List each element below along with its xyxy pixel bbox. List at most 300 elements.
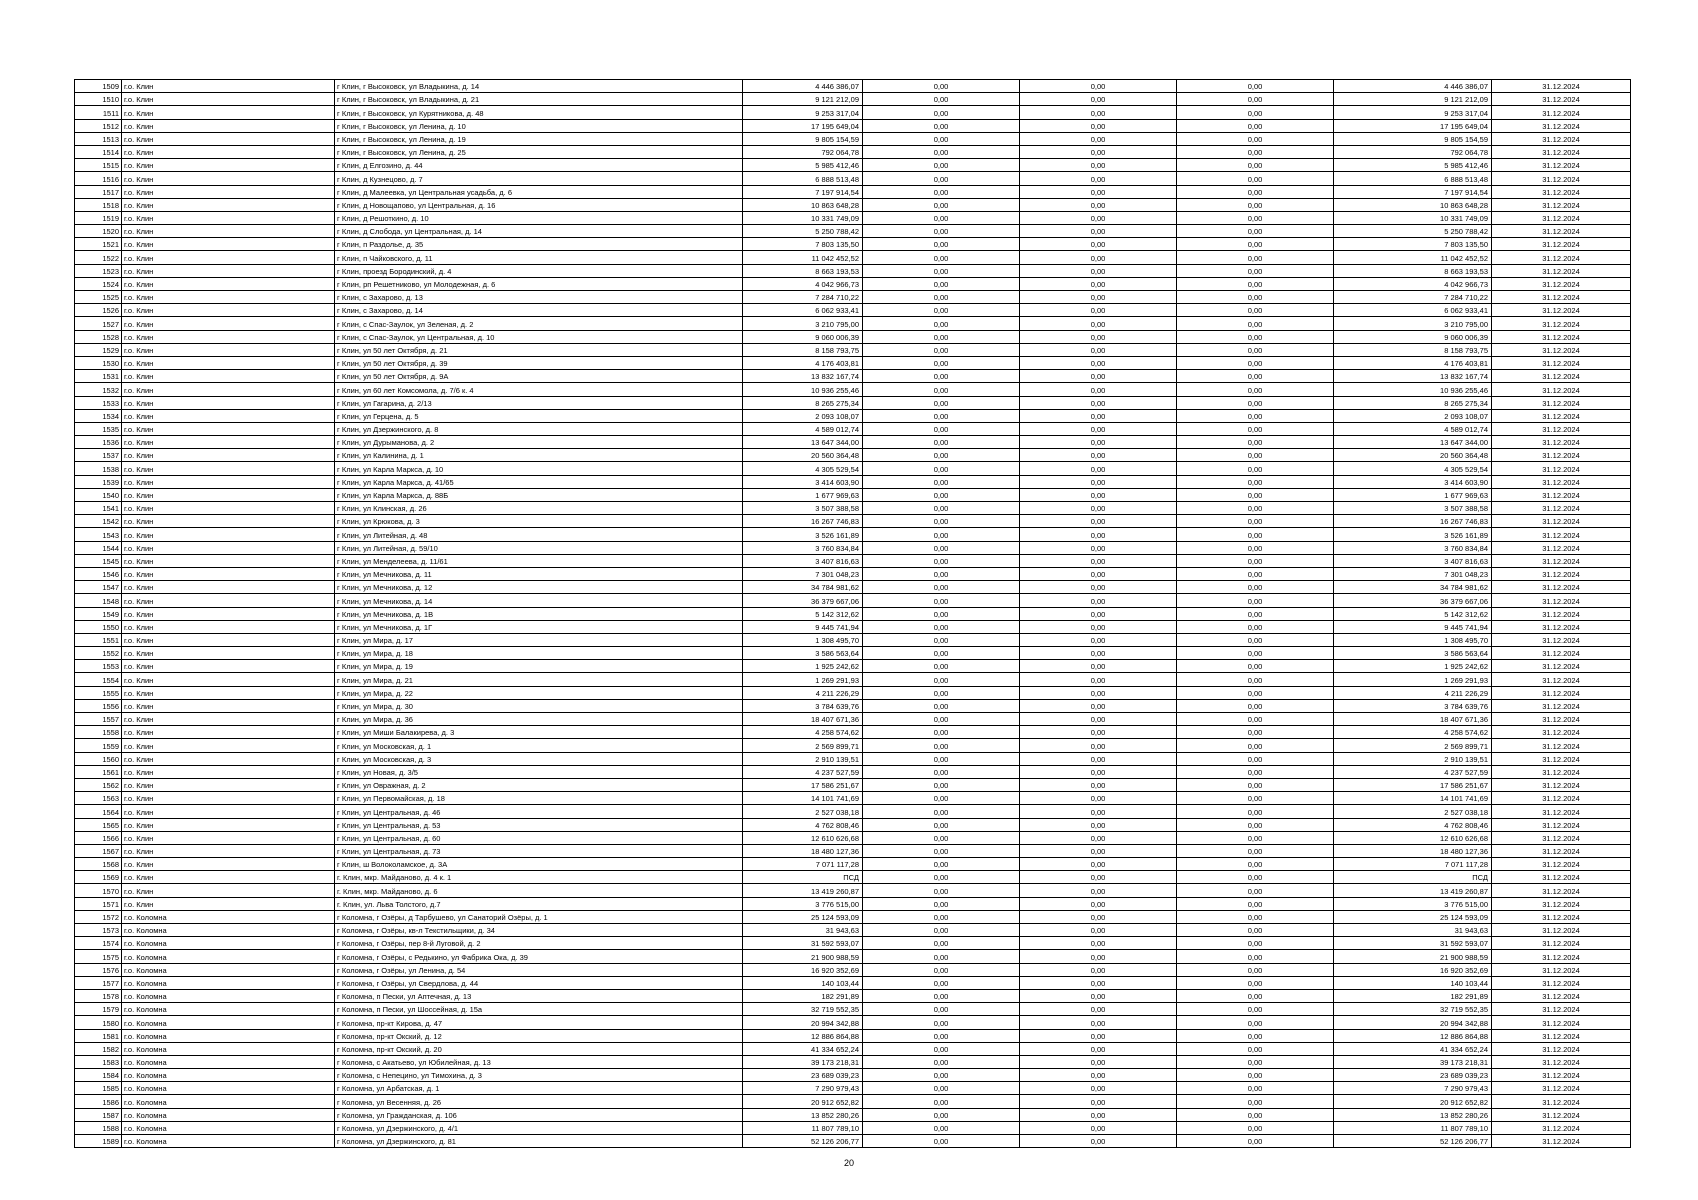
- value-col-5-cell: 0,00: [863, 264, 1020, 277]
- value-col-5-cell: 0,00: [863, 488, 1020, 501]
- municipality-cell: г.о. Клин: [122, 396, 335, 409]
- amount-cell: 8 158 793,75: [743, 343, 863, 356]
- municipality-cell: г.о. Коломна: [122, 1003, 335, 1016]
- table-row: [75, 317, 1631, 330]
- value-col-5-cell: 0,00: [863, 778, 1020, 791]
- value-col-6-cell: 0,00: [1020, 356, 1177, 369]
- value-col-7-cell: 0,00: [1177, 1121, 1334, 1134]
- table-row: [75, 409, 1631, 422]
- row-number-cell: 1524: [75, 277, 122, 290]
- table-row: [75, 502, 1631, 515]
- row-number-cell: 1570: [75, 884, 122, 897]
- table-row: [75, 752, 1631, 765]
- row-number-cell: 1576: [75, 963, 122, 976]
- amount-cell: 9 805 154,59: [743, 132, 863, 145]
- amount-cell: 8 265 275,34: [743, 396, 863, 409]
- address-cell: г Коломна, с Акатьево, ул Юбилейная, д. 13: [335, 1055, 743, 1068]
- value-col-7-cell: 0,00: [1177, 383, 1334, 396]
- deadline-date-cell: 31.12.2024: [1492, 1042, 1631, 1055]
- deadline-date-cell: 31.12.2024: [1492, 1016, 1631, 1029]
- address-cell: г Клин, д Решоткино, д. 10: [335, 211, 743, 224]
- value-col-5-cell: 0,00: [863, 145, 1020, 158]
- table-row: [75, 291, 1631, 304]
- amount-cell: 1 925 242,62: [743, 660, 863, 673]
- deadline-date-cell: 31.12.2024: [1492, 119, 1631, 132]
- value-col-7-cell: 0,00: [1177, 317, 1334, 330]
- address-cell: г Клин, п Раздолье, д. 35: [335, 238, 743, 251]
- address-cell: г Коломна, п Пески, ул Аптечная, д. 13: [335, 989, 743, 1002]
- municipality-cell: г.о. Коломна: [122, 924, 335, 937]
- address-cell: г Клин, д Слобода, ул Центральная, д. 14: [335, 225, 743, 238]
- value-col-5-cell: 0,00: [863, 132, 1020, 145]
- value-col-7-cell: 0,00: [1177, 436, 1334, 449]
- municipality-cell: г.о. Клин: [122, 739, 335, 752]
- value-col-7-cell: 0,00: [1177, 370, 1334, 383]
- table-row: [75, 989, 1631, 1002]
- table-row: [75, 726, 1631, 739]
- total-amount-cell: 7 290 979,43: [1334, 1082, 1492, 1095]
- total-amount-cell: 2 527 038,18: [1334, 805, 1492, 818]
- table-row: [75, 884, 1631, 897]
- municipality-cell: г.о. Коломна: [122, 989, 335, 1002]
- amount-cell: 9 121 212,09: [743, 93, 863, 106]
- value-col-5-cell: 0,00: [863, 726, 1020, 739]
- value-col-7-cell: 0,00: [1177, 277, 1334, 290]
- amount-cell: 7 301 048,23: [743, 567, 863, 580]
- total-amount-cell: 9 805 154,59: [1334, 132, 1492, 145]
- table-row: [75, 831, 1631, 844]
- deadline-date-cell: 31.12.2024: [1492, 989, 1631, 1002]
- row-number-cell: 1556: [75, 699, 122, 712]
- value-col-5-cell: 0,00: [863, 805, 1020, 818]
- table-row: [75, 172, 1631, 185]
- table-row: [75, 937, 1631, 950]
- amount-cell: 2 910 139,51: [743, 752, 863, 765]
- amount-cell: 11 807 789,10: [743, 1121, 863, 1134]
- municipality-cell: г.о. Коломна: [122, 1055, 335, 1068]
- value-col-5-cell: 0,00: [863, 844, 1020, 857]
- amount-cell: 1 269 291,93: [743, 673, 863, 686]
- table-row: [75, 1121, 1631, 1134]
- table-row: [75, 211, 1631, 224]
- row-number-cell: 1581: [75, 1029, 122, 1042]
- value-col-5-cell: 0,00: [863, 699, 1020, 712]
- value-col-6-cell: 0,00: [1020, 778, 1177, 791]
- value-col-7-cell: 0,00: [1177, 989, 1334, 1002]
- municipality-cell: г.о. Клин: [122, 198, 335, 211]
- total-amount-cell: 36 379 667,06: [1334, 594, 1492, 607]
- amount-cell: 792 064,78: [743, 145, 863, 158]
- row-number-cell: 1548: [75, 594, 122, 607]
- amount-cell: 5 250 788,42: [743, 225, 863, 238]
- deadline-date-cell: 31.12.2024: [1492, 752, 1631, 765]
- deadline-date-cell: 31.12.2024: [1492, 211, 1631, 224]
- address-cell: г Клин, ул Менделеева, д. 11/61: [335, 554, 743, 567]
- row-number-cell: 1543: [75, 528, 122, 541]
- amount-cell: 31 592 593,07: [743, 937, 863, 950]
- total-amount-cell: 20 560 364,48: [1334, 449, 1492, 462]
- amount-cell: 182 291,89: [743, 989, 863, 1002]
- page-number: 20: [843, 1158, 854, 1168]
- value-col-7-cell: 0,00: [1177, 594, 1334, 607]
- value-col-7-cell: 0,00: [1177, 1029, 1334, 1042]
- value-col-6-cell: 0,00: [1020, 950, 1177, 963]
- deadline-date-cell: 31.12.2024: [1492, 647, 1631, 660]
- table-row: [75, 330, 1631, 343]
- table-row: [75, 765, 1631, 778]
- value-col-5-cell: 0,00: [863, 422, 1020, 435]
- deadline-date-cell: 31.12.2024: [1492, 172, 1631, 185]
- value-col-6-cell: 0,00: [1020, 145, 1177, 158]
- amount-cell: 6 888 513,48: [743, 172, 863, 185]
- deadline-date-cell: 31.12.2024: [1492, 554, 1631, 567]
- address-cell: г Клин, ул Крюкова, д. 3: [335, 515, 743, 528]
- value-col-5-cell: 0,00: [863, 976, 1020, 989]
- address-cell: г Клин, ул Мечникова, д. 12: [335, 581, 743, 594]
- value-col-6-cell: 0,00: [1020, 1108, 1177, 1121]
- row-number-cell: 1573: [75, 924, 122, 937]
- deadline-date-cell: 31.12.2024: [1492, 1029, 1631, 1042]
- value-col-5-cell: 0,00: [863, 80, 1020, 93]
- value-col-6-cell: 0,00: [1020, 106, 1177, 119]
- deadline-date-cell: 31.12.2024: [1492, 264, 1631, 277]
- value-col-6-cell: 0,00: [1020, 897, 1177, 910]
- deadline-date-cell: 31.12.2024: [1492, 356, 1631, 369]
- table-row: [75, 1016, 1631, 1029]
- value-col-7-cell: 0,00: [1177, 950, 1334, 963]
- table-row: [75, 594, 1631, 607]
- total-amount-cell: 12 610 626,68: [1334, 831, 1492, 844]
- value-col-6-cell: 0,00: [1020, 699, 1177, 712]
- table-row: [75, 1042, 1631, 1055]
- value-col-6-cell: 0,00: [1020, 765, 1177, 778]
- value-col-6-cell: 0,00: [1020, 198, 1177, 211]
- value-col-6-cell: 0,00: [1020, 924, 1177, 937]
- value-col-7-cell: 0,00: [1177, 145, 1334, 158]
- row-number-cell: 1560: [75, 752, 122, 765]
- value-col-7-cell: 0,00: [1177, 304, 1334, 317]
- value-col-7-cell: 0,00: [1177, 475, 1334, 488]
- table-row: [75, 778, 1631, 791]
- value-col-7-cell: 0,00: [1177, 805, 1334, 818]
- value-col-7-cell: 0,00: [1177, 132, 1334, 145]
- row-number-cell: 1587: [75, 1108, 122, 1121]
- value-col-6-cell: 0,00: [1020, 1029, 1177, 1042]
- value-col-6-cell: 0,00: [1020, 792, 1177, 805]
- total-amount-cell: 8 663 193,53: [1334, 264, 1492, 277]
- amount-cell: 1 677 969,63: [743, 488, 863, 501]
- amount-cell: ПСД: [743, 871, 863, 884]
- total-amount-cell: 7 197 914,54: [1334, 185, 1492, 198]
- municipality-cell: г.о. Клин: [122, 607, 335, 620]
- value-col-5-cell: 0,00: [863, 198, 1020, 211]
- amount-cell: 7 197 914,54: [743, 185, 863, 198]
- value-col-5-cell: 0,00: [863, 541, 1020, 554]
- amount-cell: 4 042 966,73: [743, 277, 863, 290]
- row-number-cell: 1514: [75, 145, 122, 158]
- value-col-6-cell: 0,00: [1020, 343, 1177, 356]
- value-col-6-cell: 0,00: [1020, 620, 1177, 633]
- address-cell: г Клин, ул Карла Маркса, д. 10: [335, 462, 743, 475]
- total-amount-cell: 32 719 552,35: [1334, 1003, 1492, 1016]
- value-col-5-cell: 0,00: [863, 159, 1020, 172]
- value-col-6-cell: 0,00: [1020, 673, 1177, 686]
- address-cell: г Клин, ул Первомайская, д. 18: [335, 792, 743, 805]
- value-col-7-cell: 0,00: [1177, 119, 1334, 132]
- value-col-7-cell: 0,00: [1177, 528, 1334, 541]
- row-number-cell: 1516: [75, 172, 122, 185]
- total-amount-cell: 41 334 652,24: [1334, 1042, 1492, 1055]
- table-row: [75, 554, 1631, 567]
- row-number-cell: 1546: [75, 567, 122, 580]
- address-cell: г Коломна, г Озёры, пер 8-й Луговой, д. 2: [335, 937, 743, 950]
- value-col-7-cell: 0,00: [1177, 1016, 1334, 1029]
- value-col-7-cell: 0,00: [1177, 884, 1334, 897]
- value-col-5-cell: 0,00: [863, 119, 1020, 132]
- value-col-6-cell: 0,00: [1020, 686, 1177, 699]
- value-col-6-cell: 0,00: [1020, 383, 1177, 396]
- address-cell: г Клин, ш Волоколамское, д. 3А: [335, 858, 743, 871]
- value-col-5-cell: 0,00: [863, 831, 1020, 844]
- value-col-6-cell: 0,00: [1020, 211, 1177, 224]
- address-cell: г Коломна, г Озёры, д Тарбушево, ул Санаторий Озёры, д. 1: [335, 910, 743, 923]
- value-col-5-cell: 0,00: [863, 185, 1020, 198]
- value-col-6-cell: 0,00: [1020, 963, 1177, 976]
- value-col-7-cell: 0,00: [1177, 673, 1334, 686]
- value-col-5-cell: 0,00: [863, 1003, 1020, 1016]
- table-row: [75, 897, 1631, 910]
- total-amount-cell: 4 211 226,29: [1334, 686, 1492, 699]
- total-amount-cell: 11 042 452,52: [1334, 251, 1492, 264]
- deadline-date-cell: 31.12.2024: [1492, 251, 1631, 264]
- value-col-7-cell: 0,00: [1177, 409, 1334, 422]
- amount-cell: 13 419 260,87: [743, 884, 863, 897]
- municipality-cell: г.о. Коломна: [122, 1016, 335, 1029]
- row-number-cell: 1575: [75, 950, 122, 963]
- table-row: [75, 699, 1631, 712]
- address-cell: г Клин, ул Мира, д. 36: [335, 713, 743, 726]
- value-col-5-cell: 0,00: [863, 449, 1020, 462]
- amount-cell: 3 784 639,76: [743, 699, 863, 712]
- row-number-cell: 1578: [75, 989, 122, 1002]
- row-number-cell: 1562: [75, 778, 122, 791]
- address-cell: г Клин, д Елгозино, д. 44: [335, 159, 743, 172]
- total-amount-cell: 7 803 135,50: [1334, 238, 1492, 251]
- value-col-7-cell: 0,00: [1177, 1082, 1334, 1095]
- address-cell: г Клин, ул 60 лет Комсомола, д. 7/6 к. 4: [335, 383, 743, 396]
- address-cell: г Клин, г Высоковск, ул Владыкина, д. 14: [335, 80, 743, 93]
- total-amount-cell: 20 912 652,82: [1334, 1095, 1492, 1108]
- address-cell: г Клин, ул Мечникова, д. 11: [335, 567, 743, 580]
- deadline-date-cell: 31.12.2024: [1492, 778, 1631, 791]
- total-amount-cell: 3 507 388,58: [1334, 502, 1492, 515]
- address-cell: г. Клин, мкр. Майданово, д. 4 к. 1: [335, 871, 743, 884]
- total-amount-cell: 7 284 710,22: [1334, 291, 1492, 304]
- address-cell: г Коломна, ул Весенняя, д. 26: [335, 1095, 743, 1108]
- value-col-6-cell: 0,00: [1020, 1135, 1177, 1148]
- value-col-7-cell: 0,00: [1177, 924, 1334, 937]
- address-cell: г Клин, с Захарово, д. 14: [335, 304, 743, 317]
- row-number-cell: 1519: [75, 211, 122, 224]
- deadline-date-cell: 31.12.2024: [1492, 765, 1631, 778]
- table-row: [75, 739, 1631, 752]
- value-col-7-cell: 0,00: [1177, 238, 1334, 251]
- value-col-5-cell: 0,00: [863, 462, 1020, 475]
- address-cell: г Клин, ул 50 лет Октября, д. 21: [335, 343, 743, 356]
- table-row: [75, 238, 1631, 251]
- municipality-cell: г.о. Коломна: [122, 1029, 335, 1042]
- row-number-cell: 1532: [75, 383, 122, 396]
- deadline-date-cell: 31.12.2024: [1492, 330, 1631, 343]
- total-amount-cell: 7 301 048,23: [1334, 567, 1492, 580]
- value-col-5-cell: 0,00: [863, 554, 1020, 567]
- total-amount-cell: 4 176 403,81: [1334, 356, 1492, 369]
- municipality-cell: г.о. Клин: [122, 317, 335, 330]
- deadline-date-cell: 31.12.2024: [1492, 620, 1631, 633]
- deadline-date-cell: 31.12.2024: [1492, 317, 1631, 330]
- value-col-5-cell: 0,00: [863, 225, 1020, 238]
- table-row: [75, 132, 1631, 145]
- value-col-5-cell: 0,00: [863, 409, 1020, 422]
- value-col-6-cell: 0,00: [1020, 937, 1177, 950]
- total-amount-cell: 3 414 603,90: [1334, 475, 1492, 488]
- address-cell: г Клин, ул Московская, д. 1: [335, 739, 743, 752]
- row-number-cell: 1583: [75, 1055, 122, 1068]
- total-amount-cell: 3 760 834,84: [1334, 541, 1492, 554]
- address-cell: г Клин, г Высоковск, ул Курятникова, д. 48: [335, 106, 743, 119]
- deadline-date-cell: 31.12.2024: [1492, 225, 1631, 238]
- value-col-7-cell: 0,00: [1177, 937, 1334, 950]
- municipality-cell: г.о. Коломна: [122, 910, 335, 923]
- value-col-7-cell: 0,00: [1177, 396, 1334, 409]
- value-col-5-cell: 0,00: [863, 396, 1020, 409]
- municipality-cell: г.о. Клин: [122, 383, 335, 396]
- table-row: [75, 792, 1631, 805]
- value-col-5-cell: 0,00: [863, 739, 1020, 752]
- row-number-cell: 1580: [75, 1016, 122, 1029]
- value-col-5-cell: 0,00: [863, 910, 1020, 923]
- value-col-7-cell: 0,00: [1177, 1069, 1334, 1082]
- deadline-date-cell: 31.12.2024: [1492, 726, 1631, 739]
- value-col-7-cell: 0,00: [1177, 897, 1334, 910]
- amount-cell: 10 863 648,28: [743, 198, 863, 211]
- deadline-date-cell: 31.12.2024: [1492, 396, 1631, 409]
- municipality-cell: г.о. Клин: [122, 409, 335, 422]
- table-row: [75, 198, 1631, 211]
- amount-cell: 34 784 981,62: [743, 581, 863, 594]
- value-col-5-cell: 0,00: [863, 291, 1020, 304]
- table-row: [75, 225, 1631, 238]
- value-col-6-cell: 0,00: [1020, 739, 1177, 752]
- total-amount-cell: 10 331 749,09: [1334, 211, 1492, 224]
- municipality-cell: г.о. Клин: [122, 897, 335, 910]
- address-cell: г Клин, ул Овражная, д. 2: [335, 778, 743, 791]
- municipality-cell: г.о. Клин: [122, 475, 335, 488]
- row-number-cell: 1538: [75, 462, 122, 475]
- deadline-date-cell: 31.12.2024: [1492, 449, 1631, 462]
- total-amount-cell: 7 071 117,28: [1334, 858, 1492, 871]
- value-col-5-cell: 0,00: [863, 106, 1020, 119]
- row-number-cell: 1577: [75, 976, 122, 989]
- deadline-date-cell: 31.12.2024: [1492, 145, 1631, 158]
- municipality-cell: г.о. Коломна: [122, 1108, 335, 1121]
- municipality-cell: г.о. Клин: [122, 541, 335, 554]
- table-row: [75, 1029, 1631, 1042]
- value-col-6-cell: 0,00: [1020, 910, 1177, 923]
- total-amount-cell: 11 807 789,10: [1334, 1121, 1492, 1134]
- deadline-date-cell: 31.12.2024: [1492, 436, 1631, 449]
- deadline-date-cell: 31.12.2024: [1492, 198, 1631, 211]
- total-amount-cell: 4 762 808,46: [1334, 818, 1492, 831]
- value-col-7-cell: 0,00: [1177, 462, 1334, 475]
- amount-cell: 20 912 652,82: [743, 1095, 863, 1108]
- table-row: [75, 924, 1631, 937]
- municipality-cell: г.о. Коломна: [122, 1082, 335, 1095]
- value-col-6-cell: 0,00: [1020, 567, 1177, 580]
- value-col-5-cell: 0,00: [863, 963, 1020, 976]
- value-col-6-cell: 0,00: [1020, 1016, 1177, 1029]
- total-amount-cell: 3 210 795,00: [1334, 317, 1492, 330]
- address-cell: г Клин, г Высоковск, ул Ленина, д. 25: [335, 145, 743, 158]
- address-cell: г Клин, рп Решетниково, ул Молодежная, д. 6: [335, 277, 743, 290]
- amount-cell: 2 093 108,07: [743, 409, 863, 422]
- value-col-7-cell: 0,00: [1177, 633, 1334, 646]
- table-row: [75, 1069, 1631, 1082]
- deadline-date-cell: 31.12.2024: [1492, 277, 1631, 290]
- address-cell: г Клин, п Чайковского, д. 11: [335, 251, 743, 264]
- value-col-5-cell: 0,00: [863, 818, 1020, 831]
- row-number-cell: 1569: [75, 871, 122, 884]
- municipality-cell: г.о. Клин: [122, 80, 335, 93]
- deadline-date-cell: 31.12.2024: [1492, 844, 1631, 857]
- deadline-date-cell: 31.12.2024: [1492, 291, 1631, 304]
- table-row: [75, 515, 1631, 528]
- value-col-6-cell: 0,00: [1020, 502, 1177, 515]
- address-cell: г Коломна, г Озёры, кв-л Текстильщики, д. 34: [335, 924, 743, 937]
- value-col-5-cell: 0,00: [863, 1069, 1020, 1082]
- registry-table: [74, 79, 1631, 1148]
- row-number-cell: 1564: [75, 805, 122, 818]
- row-number-cell: 1571: [75, 897, 122, 910]
- address-cell: г Клин, ул Мира, д. 30: [335, 699, 743, 712]
- row-number-cell: 1530: [75, 356, 122, 369]
- municipality-cell: г.о. Клин: [122, 871, 335, 884]
- amount-cell: 13 647 344,00: [743, 436, 863, 449]
- deadline-date-cell: 31.12.2024: [1492, 950, 1631, 963]
- municipality-cell: г.о. Клин: [122, 502, 335, 515]
- municipality-cell: г.о. Клин: [122, 488, 335, 501]
- table-row: [75, 185, 1631, 198]
- deadline-date-cell: 31.12.2024: [1492, 699, 1631, 712]
- row-number-cell: 1561: [75, 765, 122, 778]
- row-number-cell: 1521: [75, 238, 122, 251]
- total-amount-cell: 792 064,78: [1334, 145, 1492, 158]
- amount-cell: 2 569 899,71: [743, 739, 863, 752]
- amount-cell: 4 589 012,74: [743, 422, 863, 435]
- value-col-6-cell: 0,00: [1020, 607, 1177, 620]
- table-row: [75, 370, 1631, 383]
- total-amount-cell: 4 589 012,74: [1334, 422, 1492, 435]
- amount-cell: 39 173 218,31: [743, 1055, 863, 1068]
- amount-cell: 4 762 808,46: [743, 818, 863, 831]
- total-amount-cell: 3 784 639,76: [1334, 699, 1492, 712]
- amount-cell: 4 211 226,29: [743, 686, 863, 699]
- value-col-6-cell: 0,00: [1020, 225, 1177, 238]
- amount-cell: 16 920 352,69: [743, 963, 863, 976]
- address-cell: г Клин, ул Карла Маркса, д. 41/65: [335, 475, 743, 488]
- deadline-date-cell: 31.12.2024: [1492, 462, 1631, 475]
- address-cell: г Клин, г Высоковск, ул Владыкина, д. 21: [335, 93, 743, 106]
